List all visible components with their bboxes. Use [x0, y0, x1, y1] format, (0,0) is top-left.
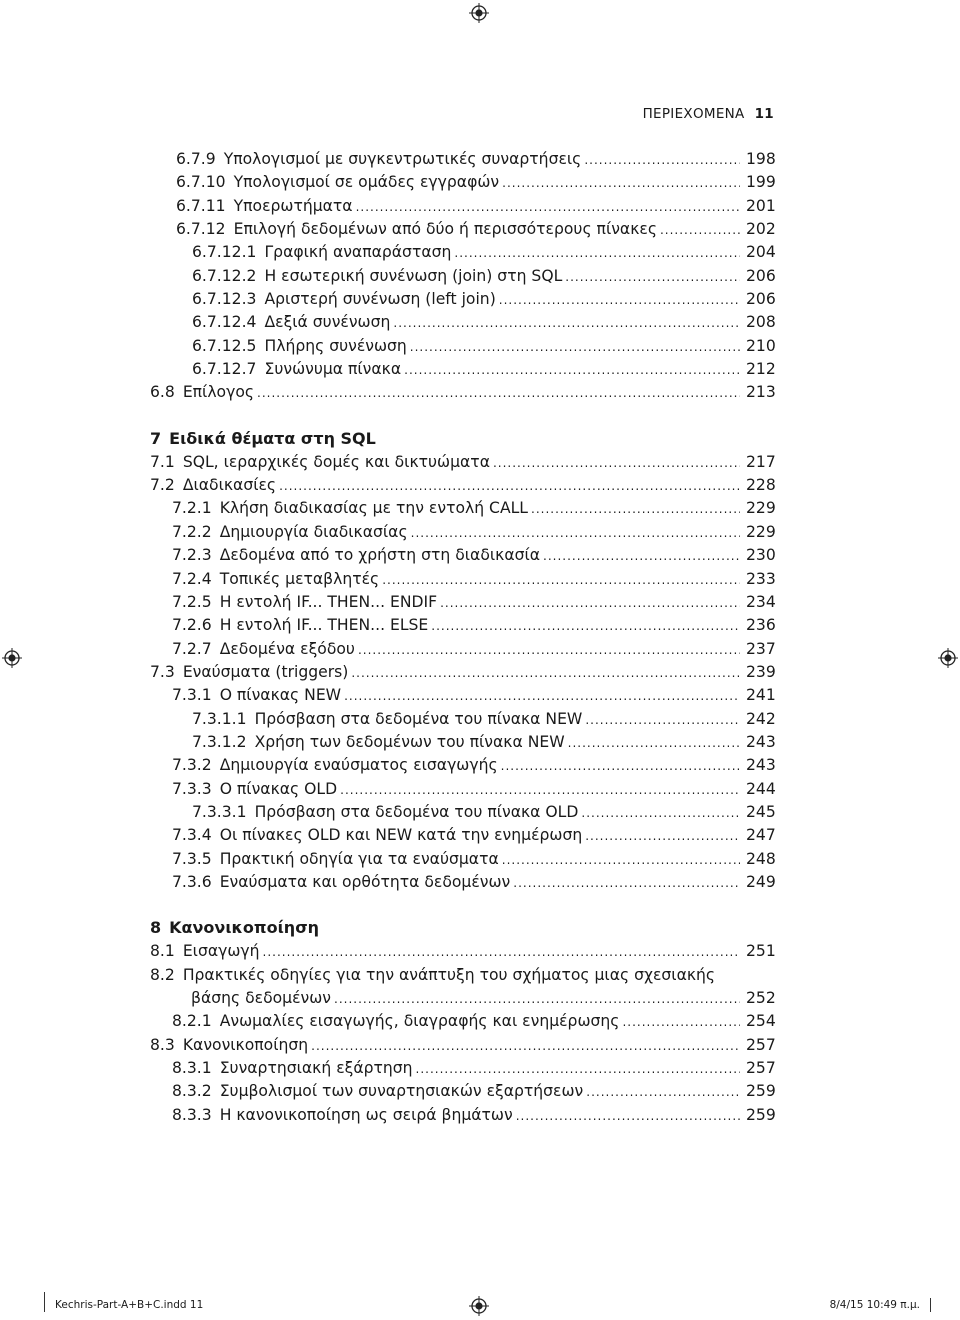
dot-leader: [340, 779, 740, 802]
toc-entry[interactable]: [150, 568, 774, 591]
dot-leader: [440, 592, 740, 615]
entry-page: 199: [746, 173, 776, 192]
entry-page: 202: [746, 220, 776, 239]
entry-number: 7.2.7: [172, 639, 212, 658]
running-header-label: ΠΕΡΙΕΧΟΜΕΝΑ: [642, 106, 745, 122]
toc-entry[interactable]: [150, 288, 774, 311]
toc-entry[interactable]: [150, 824, 774, 847]
slug-filename: Kechris-Part-A+B+C.indd 11: [44, 1298, 225, 1312]
entry-page: 204: [746, 243, 776, 262]
entry-number: 8.3.2: [172, 1082, 212, 1101]
dot-leader: [416, 1058, 740, 1081]
toc-entry[interactable]: [150, 1034, 774, 1057]
print-slug: [0, 1292, 960, 1318]
toc-entry[interactable]: [150, 358, 774, 381]
entry-number: 8.2: [150, 965, 175, 984]
page-number: 11: [754, 106, 774, 122]
entry-number: 7.3.3.1: [192, 802, 247, 821]
dot-leader: [344, 685, 740, 708]
entry-page: 257: [746, 1035, 776, 1054]
dot-leader: [581, 802, 740, 825]
toc-entry[interactable]: [150, 1080, 774, 1103]
dot-leader: [502, 849, 740, 872]
dot-leader: [410, 336, 740, 359]
entry-page: 249: [746, 872, 776, 891]
toc-entry[interactable]: [150, 148, 774, 171]
entry-page: 229: [746, 499, 776, 518]
entry-number: 8.3.3: [172, 1105, 212, 1124]
entry-page: 248: [746, 849, 776, 868]
entry-title: Δεδομένα εξόδου: [219, 639, 355, 658]
toc-entry[interactable]: [150, 171, 774, 194]
dot-leader: [263, 941, 740, 964]
dot-leader: [568, 732, 740, 755]
dot-leader: [351, 662, 740, 685]
entry-number: 6.7.9: [176, 150, 216, 168]
entry-number: 6.7.12: [176, 220, 226, 239]
entry-title: Αριστερή συνένωση (left join): [264, 290, 496, 309]
toc-entry[interactable]: [150, 521, 774, 544]
dot-leader: [660, 219, 740, 242]
dot-leader: [279, 475, 740, 498]
entry-number: 7.3.1: [172, 686, 212, 705]
entry-number: 7.3.4: [172, 826, 212, 845]
entry-title: Τοπικές μεταβλητές: [219, 569, 380, 588]
toc-entry[interactable]: [150, 731, 774, 754]
entry-number: 7.2.1: [172, 499, 212, 518]
toc-entry[interactable]: [150, 1104, 774, 1127]
dot-leader: [585, 709, 740, 732]
entry-number: 7.3.5: [172, 849, 212, 868]
entry-title: Δεξιά συνένωση: [264, 313, 391, 332]
dot-leader: [531, 498, 740, 521]
entry-title: Πρόσβαση στα δεδομένα του πίνακα NEW: [254, 709, 583, 728]
dot-leader: [431, 615, 740, 638]
entry-title: Ανωμαλίες εισαγωγής, διαγραφής και ενημέρωσης: [219, 1012, 620, 1031]
chapter-heading: [150, 427, 774, 451]
entry-title: Συναρτησιακή εξάρτηση: [219, 1059, 413, 1078]
toc-entry[interactable]: [150, 218, 774, 241]
dot-leader: [513, 872, 740, 895]
entry-number: 7.2.3: [172, 546, 212, 565]
entry-page: 243: [746, 756, 776, 775]
entry-number: 7.2.5: [172, 592, 212, 611]
entry-title: Εναύσματα (triggers): [182, 662, 349, 681]
entry-page: 236: [746, 616, 776, 635]
entry-page: 259: [746, 1082, 776, 1101]
toc-entry[interactable]: [150, 335, 774, 358]
dot-leader: [493, 452, 740, 475]
entry-title: Πρόσβαση στα δεδομένα του πίνακα OLD: [254, 802, 579, 821]
entry-number: 6.7.12.5: [192, 336, 257, 355]
toc-entry[interactable]: [150, 241, 774, 264]
entry-title: Πλήρης συνένωση: [264, 336, 407, 355]
entry-page: 229: [746, 522, 776, 541]
toc-entry[interactable]: [150, 381, 774, 404]
entry-number: 7.3.3: [172, 779, 212, 798]
dot-leader: [411, 522, 740, 545]
toc-entry[interactable]: [150, 497, 774, 520]
entry-page: 217: [746, 452, 776, 471]
dot-leader: [393, 312, 740, 335]
entry-title: Η εντολή IF... THEN... ELSE: [219, 616, 429, 635]
entry-page: 228: [746, 476, 776, 495]
dot-leader: [501, 755, 740, 778]
toc-entry[interactable]: [150, 754, 774, 777]
registration-mark-icon: [2, 648, 22, 668]
entry-page: 252: [746, 989, 776, 1007]
table-of-contents: [150, 148, 774, 1127]
dot-leader: [516, 1105, 740, 1128]
entry-title: Πρακτική οδηγία για τα εναύσματα: [219, 849, 499, 868]
entry-number: 6.8: [150, 383, 175, 402]
dot-leader: [543, 545, 740, 568]
toc-entry-continuation[interactable]: [150, 987, 774, 1010]
toc-entry[interactable]: [150, 778, 774, 801]
entry-number: 7.3.2: [172, 756, 212, 775]
entry-page: 208: [746, 313, 776, 332]
chapter-heading: [150, 916, 774, 940]
entry-number: 6.7.12.2: [192, 266, 257, 285]
dot-leader: [622, 1011, 740, 1034]
entry-page: 247: [746, 826, 776, 845]
entry-number: 7.3.1.1: [192, 709, 247, 728]
entry-number: 6.7.11: [176, 196, 226, 215]
chapter-number: 7: [150, 428, 162, 448]
toc-entry[interactable]: [150, 684, 774, 707]
dot-leader: [404, 359, 740, 382]
entry-title: Ο πίνακας NEW: [219, 686, 342, 705]
dot-leader: [565, 266, 740, 289]
toc-entry[interactable]: [150, 195, 774, 218]
entry-number: 6.7.12.3: [192, 290, 257, 309]
dot-leader: [356, 196, 740, 219]
toc-entry[interactable]: [150, 1010, 774, 1033]
entry-title: Υποερωτήματα: [233, 196, 353, 215]
entry-title: Κανονικοποίηση: [182, 1035, 309, 1054]
toc-entry[interactable]: [150, 638, 774, 661]
chapter-number: 8: [150, 918, 162, 938]
entry-page: 206: [746, 266, 776, 285]
toc-entry[interactable]: [150, 1057, 774, 1080]
entry-page: 213: [746, 383, 776, 402]
dot-leader: [311, 1035, 740, 1058]
entry-number: 7.3: [150, 662, 175, 681]
dot-leader: [454, 242, 740, 265]
entry-title: Υπολογισμοί σε ομάδες εγγραφών: [233, 173, 500, 192]
entry-page: 206: [746, 290, 776, 309]
entry-page: 210: [746, 336, 776, 355]
registration-mark-icon: [469, 3, 489, 23]
dot-leader: [585, 825, 740, 848]
toc-entry[interactable]: [150, 940, 774, 963]
entry-page: 243: [746, 732, 776, 751]
entry-number: 7.3.6: [172, 872, 212, 891]
dot-leader: [502, 172, 740, 195]
entry-page: 254: [746, 1012, 776, 1031]
entry-page: 198: [746, 150, 776, 168]
dot-leader: [334, 988, 740, 1011]
dot-leader: [257, 382, 740, 405]
entry-page: 212: [746, 360, 776, 379]
entry-title: Οι πίνακες OLD και NEW κατά την ενημέρωση: [219, 826, 583, 845]
entry-page: 244: [746, 779, 776, 798]
toc-entry[interactable]: [150, 265, 774, 288]
toc-entry[interactable]: [150, 311, 774, 334]
entry-number: 6.7.12.1: [192, 243, 257, 262]
entry-title: Εναύσματα και ορθότητα δεδομένων: [219, 872, 511, 891]
entry-title: Κλήση διαδικασίας με την εντολή CALL: [219, 499, 528, 518]
entry-title: Η κανονικοποίηση ως σειρά βημάτων: [219, 1105, 513, 1124]
entry-number: 6.7.12.4: [192, 313, 257, 332]
entry-number: 8.1: [150, 942, 175, 961]
slug-datetime: 8/4/15 10:49 π.μ.: [745, 1298, 931, 1312]
chapter-title: Ειδικά θέματα στη SQL: [169, 428, 376, 448]
dot-leader: [358, 639, 740, 662]
entry-page: 230: [746, 546, 776, 565]
entry-page: 239: [746, 662, 776, 681]
toc-entry[interactable]: [150, 614, 774, 637]
entry-page: 257: [746, 1059, 776, 1078]
toc-entry[interactable]: [150, 544, 774, 567]
toc-entry[interactable]: [150, 474, 774, 497]
entry-number: 6.7.10: [176, 173, 226, 192]
dot-leader: [499, 289, 740, 312]
entry-number: 7.2.6: [172, 616, 212, 635]
toc-entry[interactable]: [150, 871, 774, 894]
toc-entry[interactable]: [150, 591, 774, 614]
entry-title: Διαδικασίες: [182, 476, 277, 495]
entry-page: 237: [746, 639, 776, 658]
entry-title: Χρήση των δεδομένων του πίνακα NEW: [254, 732, 565, 751]
entry-title: Συνώνυμα πίνακα: [264, 360, 402, 379]
entry-number: 7.2.4: [172, 569, 212, 588]
registration-mark-icon: [938, 648, 958, 668]
entry-title: Επιλογή δεδομένων από δύο ή περισσότερους πίνακες: [233, 220, 657, 239]
running-header: [560, 106, 774, 122]
entry-page: 259: [746, 1105, 776, 1124]
entry-number: 7.2: [150, 476, 175, 495]
entry-title-continued: βάσης δεδομένων: [191, 989, 331, 1007]
entry-number: 8.3: [150, 1035, 175, 1054]
toc-entry[interactable]: [150, 848, 774, 871]
entry-number: 6.7.12.7: [192, 360, 257, 379]
entry-page: 241: [746, 686, 776, 705]
entry-page: 201: [746, 196, 776, 215]
entry-number: 7.1: [150, 452, 175, 471]
entry-title: Υπολογισμοί με συγκεντρωτικές συναρτήσεις: [223, 150, 582, 168]
entry-page: 242: [746, 709, 776, 728]
toc-entry[interactable]: [150, 708, 774, 731]
entry-number: 7.2.2: [172, 522, 212, 541]
entry-number: 8.2.1: [172, 1012, 212, 1031]
entry-page: 233: [746, 569, 776, 588]
toc-entry[interactable]: [150, 451, 774, 474]
toc-entry[interactable]: [150, 661, 774, 684]
entry-title: Η εσωτερική συνένωση (join) στη SQL: [264, 266, 563, 285]
entry-page: 251: [746, 942, 776, 961]
entry-title: Δημιουργία εναύσματος εισαγωγής: [219, 756, 498, 775]
entry-page: 245: [746, 802, 776, 821]
entry-title: Επίλογος: [182, 383, 255, 402]
entry-title: SQL, ιεραρχικές δομές και δικτυώματα: [182, 452, 490, 471]
entry-title: Συμβολισμοί των συναρτησιακών εξαρτήσεων: [219, 1082, 584, 1101]
chapter-title: Κανονικοποίηση: [169, 918, 320, 938]
entry-number: 7.3.1.2: [192, 732, 247, 751]
entry-title: Γραφική αναπαράσταση: [264, 243, 452, 262]
entry-title: Ο πίνακας OLD: [219, 779, 338, 798]
entry-title: Δεδομένα από το χρήστη στη διαδικασία: [219, 546, 541, 565]
dot-leader: [584, 149, 740, 172]
entry-title: Η εντολή IF... THEN... ENDIF: [219, 592, 438, 611]
entry-title: Δημιουργία διαδικασίας: [219, 522, 408, 541]
toc-entry[interactable]: [150, 801, 774, 824]
entry-title: Εισαγωγή: [182, 942, 260, 961]
entry-page: 234: [746, 592, 776, 611]
dot-leader: [382, 569, 740, 592]
entry-title: Πρακτικές οδηγίες για την ανάπτυξη του σχήματος μιας σχεσιακής: [182, 965, 716, 984]
dot-leader: [586, 1081, 740, 1104]
toc-entry[interactable]: [150, 964, 774, 987]
entry-number: 8.3.1: [172, 1059, 212, 1078]
